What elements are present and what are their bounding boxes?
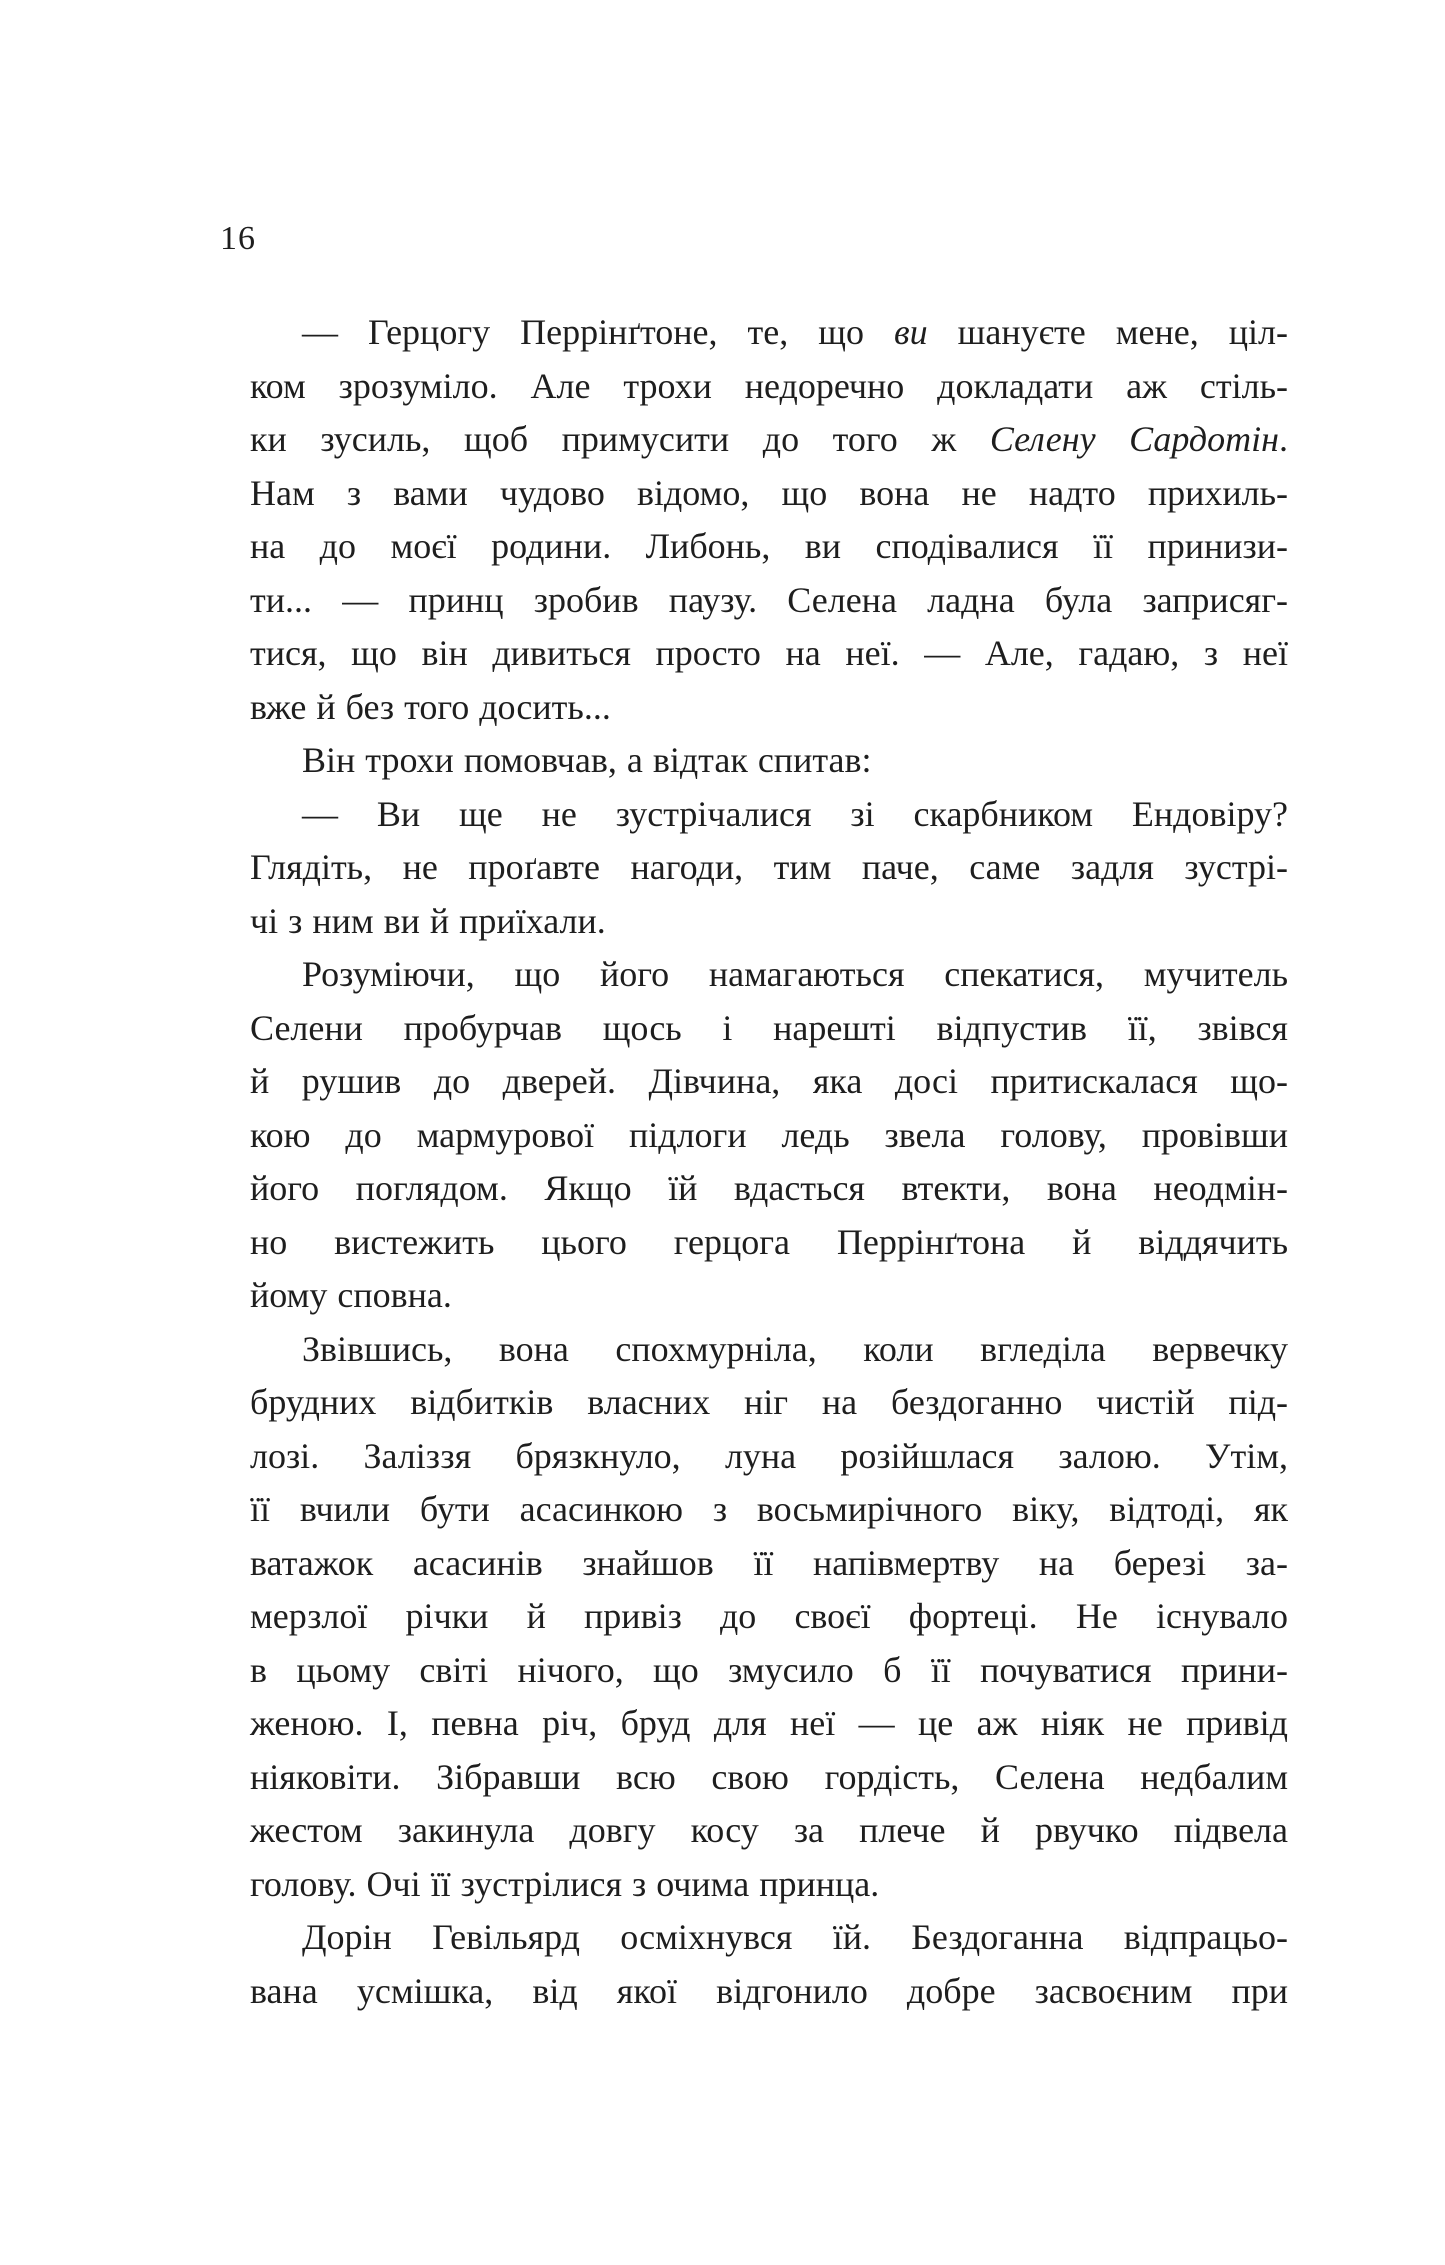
text-line (250, 574, 1288, 628)
text-segment: Дорін Гевільярд осміхнувся їй. Бездоганна відпрацьо- (302, 1917, 1288, 1957)
text-segment: брудних відбитків власних ніг на бездоганно чистій під- (250, 1382, 1288, 1422)
text-line (250, 948, 1288, 1002)
page-number: 16 (220, 220, 256, 257)
text-line (250, 467, 1288, 521)
text-segment: чі з ним ви й приїхали. (250, 900, 606, 941)
text-segment: Нам з вами чудово відомо, що вона не надто прихиль- (250, 472, 1288, 513)
text-segment: шануєте мене, ціл- (927, 312, 1288, 352)
text-line (250, 1002, 1288, 1056)
text-line (250, 1430, 1288, 1484)
text-line (250, 1804, 1288, 1858)
text-line (250, 1537, 1288, 1591)
text-line (250, 1483, 1288, 1537)
text-line (250, 1109, 1288, 1163)
text-segment: ватажок асасинів знайшов її напівмертву на березі за- (250, 1542, 1288, 1583)
text-line (250, 627, 1288, 681)
text-segment: Глядіть, не проґавте нагоди, тим паче, саме задля зустрі- (250, 847, 1288, 887)
text-line (250, 1162, 1288, 1216)
text-segment: в цьому світі нічого, що змусило б її почуватися прини- (250, 1649, 1288, 1690)
text-segment: жестом закинула довгу косу за плече й рвучко підвела (250, 1810, 1288, 1850)
text-segment: Він трохи помовчав, а відтак спитав: (302, 740, 872, 780)
text-segment: її вчили бути асасинкою з восьмирічного віку, відтоді, як (250, 1489, 1288, 1529)
italic-text: Селену Сардотін (989, 419, 1279, 459)
text-segment: й рушив до дверей. Дівчина, яка досі притискалася що- (250, 1061, 1288, 1101)
text-line (250, 1965, 1288, 2019)
text-segment: ніяковіти. Зібравши всю свою гордість, Селена недбалим (250, 1756, 1288, 1797)
text-line (250, 1376, 1288, 1430)
text-line (250, 734, 1288, 788)
text-segment: на до моєї родини. Либонь, ви сподівалися її принизи- (250, 526, 1288, 566)
text-segment: ком зрозуміло. Але трохи недоречно докладати аж стіль- (250, 365, 1288, 406)
text-line (250, 841, 1288, 895)
text-segment: но вистежить цього герцога Перрінґтона й віддячить (250, 1221, 1288, 1262)
text-line (250, 1858, 1288, 1912)
text-segment: Розуміючи, що його намагаються спекатися, мучитель (302, 954, 1288, 994)
paragraph (250, 948, 1288, 1323)
paragraph (250, 1323, 1288, 1912)
text-line (250, 895, 1288, 949)
paragraph (250, 1911, 1288, 2018)
text-segment: ки зусиль, щоб примусити до того ж (250, 419, 990, 459)
text-segment: тися, що він дивиться просто на неї. — Але, гадаю, з неї (250, 633, 1288, 673)
text-segment: Селени пробурчав щось і нарешті відпустив її, звівся (250, 1007, 1288, 1048)
text-line (250, 1590, 1288, 1644)
text-line (250, 1644, 1288, 1698)
text-line (250, 788, 1288, 842)
text-segment: — Герцогу Перрінґтоне, те, що (302, 312, 894, 352)
text-segment: кою до мармурової підлоги ледь звела голову, провівши (250, 1114, 1288, 1155)
text-segment: голову. Очі її зустрілися з очима принца. (250, 1863, 880, 1904)
text-segment: ти... — принц зробив паузу. Селена ладна була заприсяг- (250, 579, 1288, 620)
text-segment: . (1279, 419, 1288, 459)
italic-text: ви (893, 312, 928, 352)
text-segment: женою. І, певна річ, бруд для неї — це аж ніяк не привід (250, 1703, 1288, 1743)
paragraph (250, 306, 1288, 734)
text-line (250, 520, 1288, 574)
text-line (250, 306, 1288, 360)
text-line (250, 413, 1288, 467)
text-line (250, 1055, 1288, 1109)
text-segment: вана усмішка, від якої відгонило добре засвоєним при (250, 1970, 1288, 2011)
text-line (250, 1323, 1288, 1377)
text-segment: Звівшись, вона спохмурніла, коли вгледіла вервечку (302, 1328, 1288, 1369)
text-segment: мерзлої річки й привіз до своєї фортеці. Не існувало (250, 1596, 1288, 1636)
text-line (250, 681, 1288, 735)
text-line (250, 1751, 1288, 1805)
text-line (250, 1911, 1288, 1965)
text-segment: його поглядом. Якщо їй вдасться втекти, вона неодмін- (250, 1168, 1288, 1208)
text-block (250, 306, 1288, 2018)
text-segment: лозі. Заліззя брязкнуло, луна розійшлася залою. Утім, (250, 1435, 1288, 1476)
paragraph (250, 788, 1288, 949)
text-line (250, 1697, 1288, 1751)
paragraph (250, 734, 1288, 788)
text-segment: йому сповна. (250, 1275, 452, 1315)
text-line (250, 1269, 1288, 1323)
text-line (250, 1216, 1288, 1270)
text-line (250, 360, 1288, 414)
text-segment: — Ви ще не зустрічалися зі скарбником Ендовіру? (302, 793, 1288, 834)
text-segment: вже й без того досить... (250, 686, 611, 727)
